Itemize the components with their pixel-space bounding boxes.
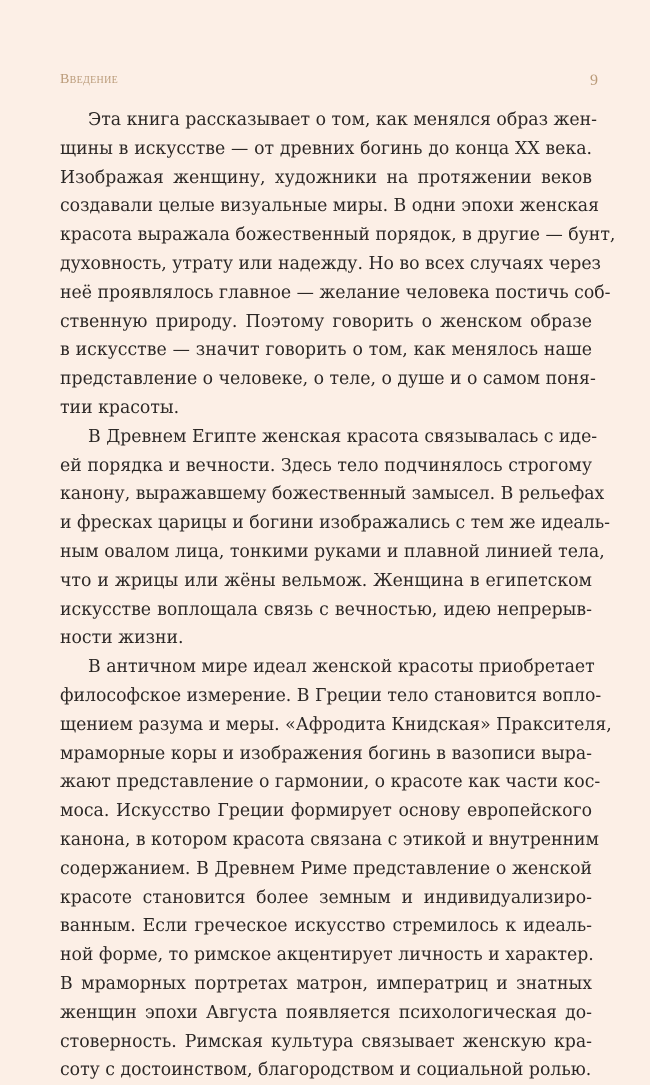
text-line: В Древнем Египте женская красота связывалась с иде- — [88, 426, 598, 447]
text-line: моса. Искусство Греции формирует основу европейского — [60, 801, 592, 822]
text-line: канона, в котором красота связана с этикой и внутренним — [60, 829, 600, 850]
text-line: красоте становится более земным и индивидуализиро- — [60, 887, 592, 908]
text-line: соту с достоинством, благородством и социальной ролью. — [60, 1060, 592, 1081]
text-line: ной форме, то римское акцентирует личность и характер. — [60, 945, 594, 966]
paragraph — [60, 106, 616, 423]
text-line: что и жрицы или жёны вельмож. Женщина в египетском — [60, 570, 592, 591]
text-line: В античном мире идеал женской красоты приобретает — [88, 657, 595, 678]
text-line: представление о человеке, о теле, о душе и о самом поня- — [60, 369, 596, 390]
text-line: ности жизни. — [60, 628, 184, 649]
text-line: стоверность. Римская культура связывает женскую кра- — [60, 1031, 592, 1052]
text-line: В мраморных портретах матрон, императриц и знатных — [60, 973, 592, 994]
paragraph — [60, 423, 610, 653]
text-line: женщин эпохи Августа появляется психологическая до- — [60, 1002, 592, 1023]
text-line: Эта книга рассказывает о том, как менялся образ жен- — [88, 110, 597, 130]
text-line: канону, выражавшему божественный замысел. В рельефах — [60, 484, 605, 505]
paragraph — [60, 653, 612, 1085]
page-number: 9 — [590, 72, 598, 89]
text-line: в искусстве — значит говорить о том, как менялось наше — [60, 340, 592, 361]
text-line: ей порядка и вечности. Здесь тело подчинялось строгому — [60, 455, 592, 476]
text-line: Изображая женщину, художники на протяжении веков — [60, 167, 592, 188]
text-line: философское измерение. В Греции тело становится вопло- — [60, 685, 602, 706]
text-line: искусстве воплощала связь с вечностью, идею непрерыв- — [60, 599, 592, 620]
text-line: содержанием. В Древнем Риме представление о женской — [60, 858, 592, 879]
text-line: красота выражала божественный порядок, в другие — бунт, — [60, 225, 616, 246]
text-line: ным овалом лица, тонкими руками и плавной линией тела, — [60, 541, 605, 562]
text-line: жают представление о гармонии, о красоте как части кос- — [60, 772, 601, 793]
text-line: ванным. Если греческое искусство стремилось к идеаль- — [60, 916, 592, 937]
body-text — [60, 106, 616, 1085]
text-line: ственную природу. Поэтому говорить о женском образе — [60, 311, 592, 332]
text-line: духовность, утрату или надежду. Но во всех случаях через — [60, 253, 601, 274]
running-head: Введение — [60, 72, 118, 87]
text-line: щины в искусстве — от древних богинь до конца XX века. — [60, 138, 592, 159]
text-line: и фресках царицы и богини изображались с тем же идеаль- — [60, 513, 610, 534]
text-line: создавали целые визуальные миры. В одни эпохи женская — [60, 196, 600, 217]
text-line: мраморные коры и изображения богинь в вазописи выра- — [60, 743, 592, 764]
text-line: щением разума и меры. «Афродита Книдская» Праксителя, — [60, 714, 612, 735]
text-line: неё проявлялось главное — желание человека постичь соб- — [60, 282, 611, 303]
text-line: тии красоты. — [60, 397, 180, 418]
